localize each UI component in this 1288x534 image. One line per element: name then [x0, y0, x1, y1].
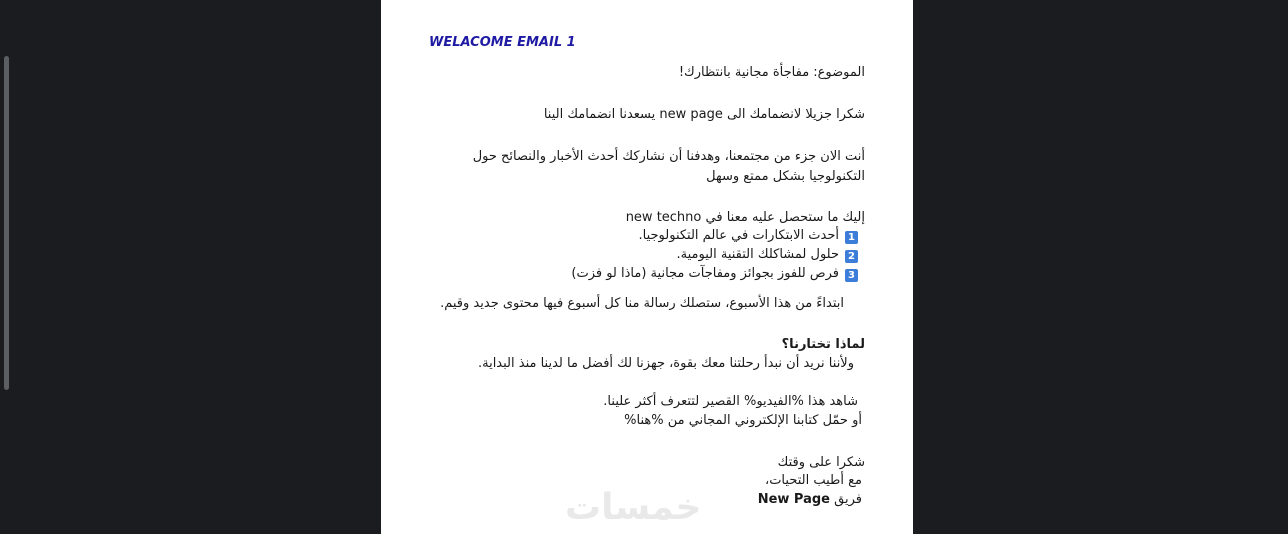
closing-line-1: شكرا على وقتك: [777, 455, 865, 470]
ebook-line: أو حمّل كتابنا الإلكتروني المجاني من %هنا%: [624, 413, 862, 428]
signature-line: [758, 490, 862, 509]
thanks-line: شكرا جزيلا لانضمامك الى new page يسعدنا انضمامك الينا: [543, 107, 865, 122]
community-line-2: التكنولوجيا بشكل ممتع وسهل: [706, 169, 865, 184]
email-heading: WELACOME EMAIL 1: [429, 35, 576, 50]
list-intro: إليك ما ستحصل عليه معنا في new techno: [625, 210, 865, 225]
number-1-icon: 1: [845, 231, 858, 244]
scrollbar-thumb[interactable]: [4, 56, 9, 390]
list-item-text: فرص للفوز بجوائز ومفاجآت مجانية (ماذا لو فزت): [571, 266, 839, 281]
list-item-text: حلول لمشاكلك التقنية اليومية.: [676, 247, 839, 262]
subject-line: الموضوع: مفاجأة مجانية بانتظارك!: [678, 65, 865, 80]
list-item: [571, 264, 858, 283]
why-text: ولأننا نريد أن نبدأ رحلتنا معك بقوة، جهزنا لك أفضل ما لدينا منذ البداية.: [477, 356, 854, 371]
document-page: [381, 0, 913, 534]
closing-line-2: مع أطيب التحيات،: [765, 473, 862, 488]
weekly-line: ابتداءً من هذا الأسبوع، ستصلك رسالة منا كل أسبوع فيها محتوى جديد وقيم.: [440, 296, 844, 311]
watermark-logo: خمسات: [565, 487, 702, 528]
community-line-1: أنت الان جزء من مجتمعنا، وهدفنا أن نشاركك أحدث الأخبار والنصائح حول: [472, 149, 865, 164]
video-line: شاهد هذا %الفيديو% القصير لتتعرف أكثر علينا.: [603, 394, 858, 409]
scrollbar[interactable]: [0, 0, 14, 534]
number-2-icon: 2: [845, 250, 858, 263]
signature-name: New Page: [757, 492, 830, 507]
signature-prefix: فريق: [834, 492, 862, 507]
list-item: [677, 245, 858, 264]
why-heading: لماذا تختارنا؟: [781, 337, 865, 352]
list-item-text: أحدث الابتكارات في عالم التكنولوجيا.: [638, 228, 839, 243]
number-3-icon: 3: [845, 269, 858, 282]
list-item: [639, 226, 859, 245]
